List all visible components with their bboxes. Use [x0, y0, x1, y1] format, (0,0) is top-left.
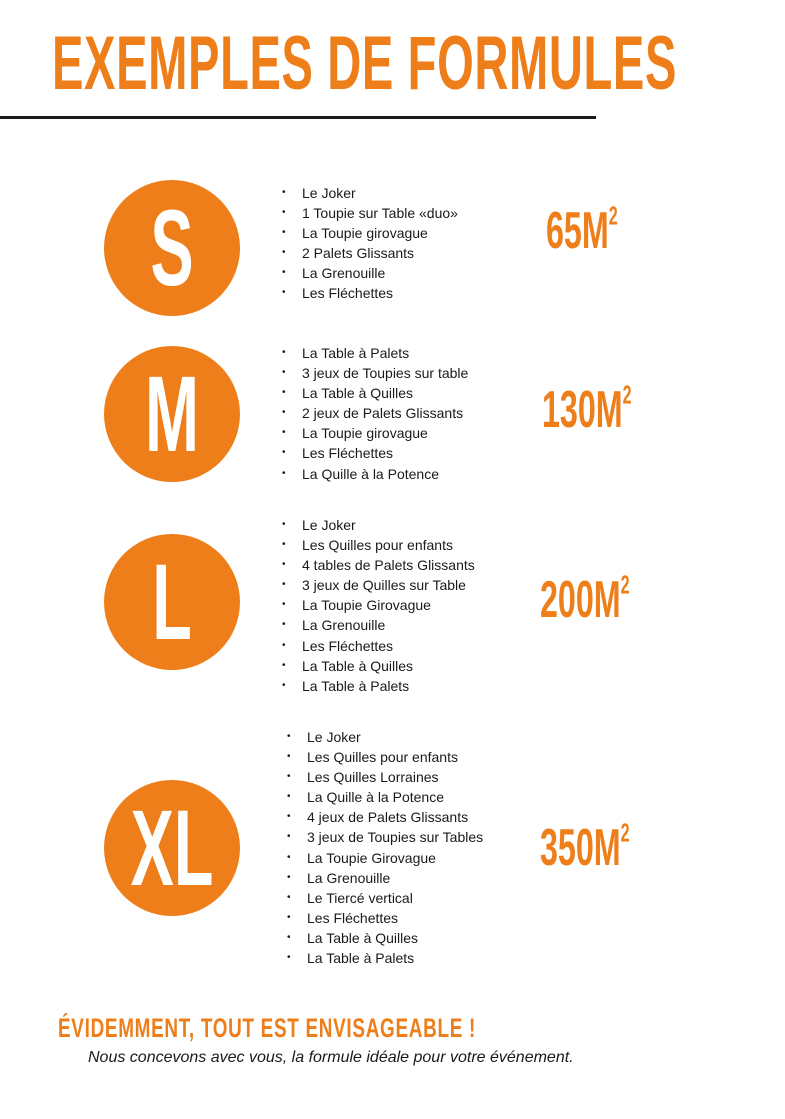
footer-text: Nous concevons avec vous, la formule idéale pour votre événement.: [88, 1049, 574, 1066]
list-item: • La Table à Quilles: [282, 656, 475, 676]
list-item: • Le Joker: [287, 727, 483, 747]
list-item: • La Table à Palets: [282, 676, 475, 696]
list-item: • Les Fléchettes: [282, 636, 475, 656]
list-item: • La Quille à la Potence: [282, 464, 468, 484]
size-badge: [104, 180, 240, 316]
list-item: • La Table à Quilles: [282, 383, 468, 403]
area-label: [540, 817, 630, 877]
size-label: M: [145, 353, 199, 474]
area-value: 65M: [546, 202, 609, 260]
game-list: [282, 515, 475, 696]
area-value: 130M: [542, 381, 623, 439]
size-badge: [104, 346, 240, 482]
game-list: [287, 727, 483, 968]
footer-headline: ÉVIDEMMENT, TOUT EST ENVISAGEABLE !: [58, 1013, 476, 1043]
area-exponent: 2: [620, 817, 630, 848]
list-item: • La Grenouille: [282, 615, 475, 635]
size-badge: [104, 534, 240, 670]
area-exponent: 2: [620, 569, 630, 600]
size-label: XL: [130, 787, 214, 908]
area-exponent: 2: [608, 200, 618, 231]
size-label: L: [152, 541, 192, 662]
list-item: • Le Joker: [282, 515, 475, 535]
list-item: • La Table à Palets: [282, 343, 468, 363]
title-underline: [0, 116, 596, 119]
list-item: • La Table à Quilles: [287, 928, 483, 948]
game-list: [282, 183, 458, 304]
list-item: • 1 Toupie sur Table «duo»: [282, 203, 458, 223]
list-item: • Le Joker: [282, 183, 458, 203]
list-item: • La Toupie Girovague: [287, 848, 483, 868]
game-list: [282, 343, 468, 484]
list-item: • Le Tiercé vertical: [287, 888, 483, 908]
list-item: • Les Fléchettes: [282, 283, 458, 303]
area-value: 200M: [540, 571, 621, 629]
list-item: • Les Quilles Lorraines: [287, 767, 483, 787]
list-item: • La Quille à la Potence: [287, 787, 483, 807]
list-item: • La Toupie girovague: [282, 223, 458, 243]
page-title: EXEMPLES DE FORMULES: [52, 21, 678, 106]
list-item: • Les Fléchettes: [287, 908, 483, 928]
list-item: • La Grenouille: [287, 868, 483, 888]
area-value: 350M: [540, 819, 621, 877]
list-item: • 2 jeux de Palets Glissants: [282, 403, 468, 423]
list-item: • La Toupie Girovague: [282, 595, 475, 615]
area-exponent: 2: [622, 379, 632, 410]
size-label: S: [150, 187, 194, 308]
list-item: • Les Quilles pour enfants: [287, 747, 483, 767]
list-item: • 3 jeux de Toupies sur table: [282, 363, 468, 383]
list-item: • Les Fléchettes: [282, 443, 468, 463]
list-item: • 3 jeux de Toupies sur Tables: [287, 827, 483, 847]
area-label: [542, 379, 632, 439]
list-item: • 2 Palets Glissants: [282, 243, 458, 263]
list-item: • La Toupie girovague: [282, 423, 468, 443]
list-item: • 4 tables de Palets Glissants: [282, 555, 475, 575]
area-label: [540, 569, 630, 629]
size-badge: [104, 780, 240, 916]
list-item: • 4 jeux de Palets Glissants: [287, 807, 483, 827]
list-item: • Les Quilles pour enfants: [282, 535, 475, 555]
list-item: • 3 jeux de Quilles sur Table: [282, 575, 475, 595]
list-item: • La Grenouille: [282, 263, 458, 283]
area-label: [546, 200, 618, 260]
list-item: • La Table à Palets: [287, 948, 483, 968]
